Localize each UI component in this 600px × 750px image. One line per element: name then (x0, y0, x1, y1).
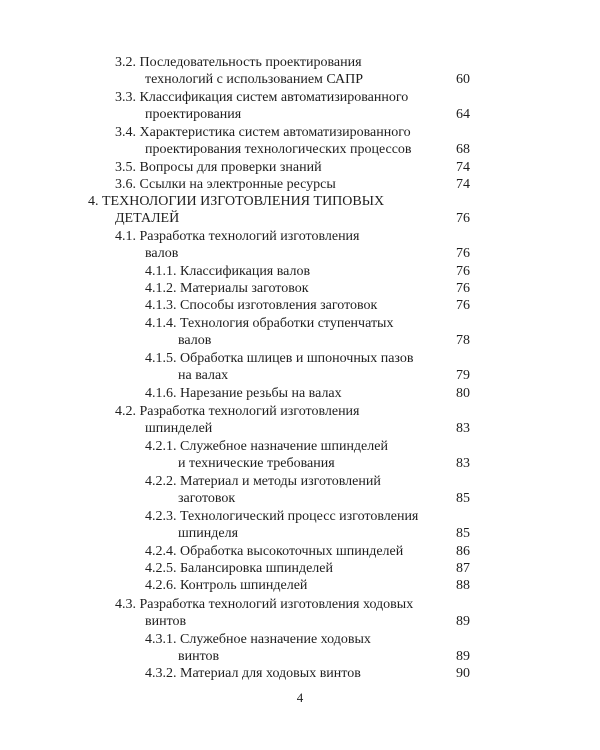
toc-entry-page: 78 (456, 333, 470, 348)
toc-entry-line: 4.2. Разработка технологий изготовления (115, 404, 360, 419)
toc-entry-line: 4.2.6. Контроль шпинделей (145, 578, 308, 593)
toc-entry-page: 76 (456, 264, 470, 279)
toc-entry-line: 4.1.5. Обработка шлицев и шпоночных пазов (145, 351, 414, 366)
toc-entry-line: заготовок (178, 491, 236, 506)
toc-entry-line: проектирования (145, 107, 242, 122)
toc-entry-line: шпинделя (178, 526, 239, 541)
toc-entry-line: 4.1.1. Классификация валов (145, 264, 311, 279)
toc-entry-line: 4.2.5. Балансировка шпинделей (145, 561, 333, 576)
toc-entry-line: 3.2. Последовательность проектирования (115, 55, 362, 70)
toc-entry-page: 76 (456, 298, 470, 313)
toc-entry-page: 88 (456, 578, 470, 593)
toc-entry-line: на валах (178, 368, 229, 383)
toc-entry-line: технологий с использованием САПР (145, 72, 364, 87)
toc-entry-line: 4.1. Разработка технологий изготовления (115, 229, 360, 244)
toc-entry-page: 85 (456, 491, 470, 506)
toc-entry-page: 68 (456, 142, 470, 157)
toc-entry-line: 3.4. Характеристика систем автоматизированного (115, 125, 411, 140)
toc-entry-line: 4.1.6. Нарезание резьбы на валах (145, 386, 342, 401)
toc-entry-page: 64 (456, 107, 470, 122)
toc-entry-line: 4.2.3. Технологический процесс изготовления (145, 509, 419, 524)
toc-entry-page: 76 (456, 211, 470, 226)
toc-entry-line: валов (178, 333, 212, 348)
toc-entry-page: 74 (456, 177, 470, 192)
toc-entry-page: 74 (456, 160, 470, 175)
page-number: 4 (296, 690, 304, 705)
toc-entry-page: 86 (456, 544, 470, 559)
toc-entry-page: 80 (456, 386, 470, 401)
toc-entry-line: 4.3.2. Материал для ходовых винтов (145, 666, 361, 681)
toc-entry-page: 76 (456, 281, 470, 296)
toc-entry-page: 60 (456, 72, 470, 87)
toc-entry-line: 3.6. Ссылки на электронные ресурсы (115, 177, 336, 192)
toc-entry-page: 87 (456, 561, 470, 576)
toc-entry-line: 4.1.4. Технология обработки ступенчатых (145, 316, 394, 331)
toc-entry-line: проектирования технологических процессов (145, 142, 412, 157)
toc-entry-line: 4.2.4. Обработка высокоточных шпинделей (145, 544, 404, 559)
toc-entry-line: ДЕТАЛЕЙ (115, 211, 180, 226)
toc-entry-line: 4. ТЕХНОЛОГИИ ИЗГОТОВЛЕНИЯ ТИПОВЫХ (88, 194, 385, 209)
toc-entry-line: валов (145, 246, 179, 261)
toc-entry-page: 83 (456, 456, 470, 471)
toc-entry-page: 76 (456, 246, 470, 261)
toc-entry-line: винтов (178, 649, 220, 664)
toc-entry-line: и технические требования (178, 456, 335, 471)
toc-entry-page: 79 (456, 368, 470, 383)
toc-entry-line: 4.3. Разработка технологий изготовления ходовых (115, 597, 414, 612)
toc-entry-line: 3.3. Классификация систем автоматизированного (115, 90, 409, 105)
toc-entry-line: винтов (145, 614, 187, 629)
toc-entry-page: 83 (456, 421, 470, 436)
toc-entry-page: 89 (456, 649, 470, 664)
toc-entry-line: 4.2.2. Материал и методы изготовлений (145, 474, 381, 489)
toc-entry-line: 4.1.2. Материалы заготовок (145, 281, 309, 296)
toc-entry-line: 3.5. Вопросы для проверки знаний (115, 160, 322, 175)
toc-entry-line: 4.2.1. Служебное назначение шпинделей (145, 439, 388, 454)
toc-entry-page: 85 (456, 526, 470, 541)
toc-entry-line: 4.3.1. Служебное назначение ходовых (145, 632, 371, 647)
toc-entry-page: 89 (456, 614, 470, 629)
toc-entry-line: 4.1.3. Способы изготовления заготовок (145, 298, 378, 313)
toc-entry-page: 90 (456, 666, 470, 681)
toc-entry-line: шпинделей (145, 421, 213, 436)
